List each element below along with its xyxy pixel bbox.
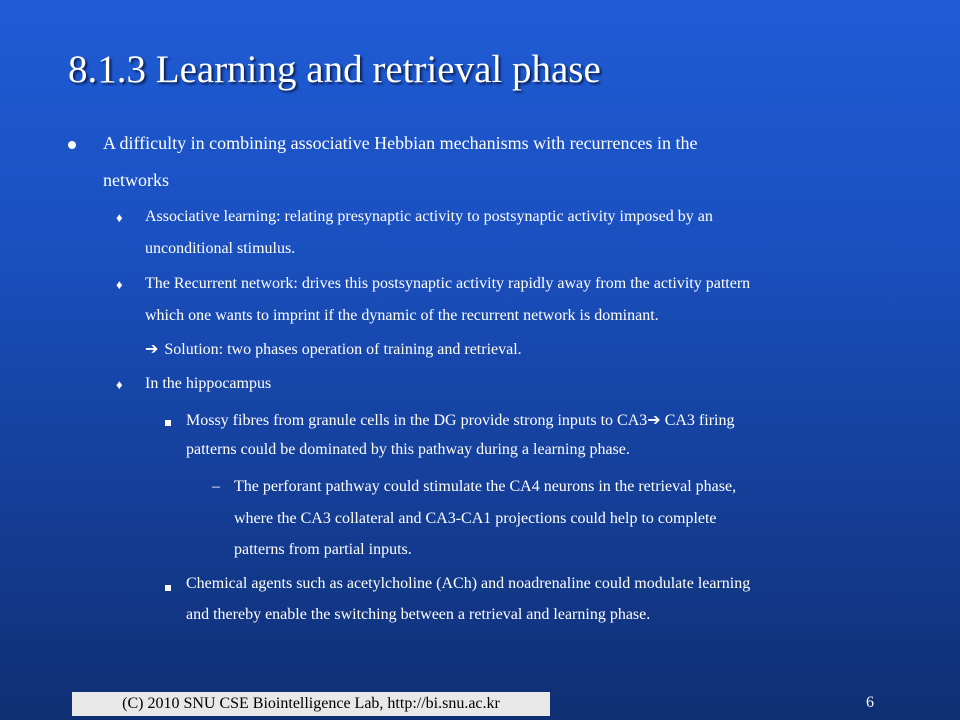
mossy-fibres-text: Mossy fibres from granule cells in the DG provide strong inputs to CA3 <box>186 412 648 429</box>
page-number: 6 <box>866 694 874 711</box>
square-bullet-icon <box>165 420 171 426</box>
sub-bullet-3-line-1: In the hippocampus <box>145 375 272 392</box>
sub-bullet-1-line-2: unconditional stimulus. <box>145 240 296 257</box>
diamond-bullet-icon: ♦ <box>116 277 123 292</box>
main-bullet-line-1: A difficulty in combining associative Hebbian mechanisms with recurrences in the <box>103 133 698 153</box>
slide-title: 8.1.3 Learning and retrieval phase <box>68 48 601 91</box>
round-bullet-icon <box>68 141 76 149</box>
ca3-firing-text: CA3 firing <box>660 412 735 429</box>
dash-item-line-3: patterns from partial inputs. <box>234 541 412 558</box>
square-bullet-icon <box>165 585 171 591</box>
dash-item-line-1: The perforant pathway could stimulate the CA4 neurons in the retrieval phase, <box>234 478 737 495</box>
sub-bullet-2-line-3 <box>145 339 522 359</box>
sub-bullet-2-line-2: which one wants to imprint if the dynamic of the recurrent network is dominant. <box>145 307 659 324</box>
diamond-bullet-icon: ♦ <box>116 210 123 225</box>
hippocampus-item-1-line-1 <box>186 410 734 430</box>
hippocampus-item-1-line-2: patterns could be dominated by this pathway during a learning phase. <box>186 441 630 458</box>
footer-credit: (C) 2010 SNU CSE Biointelligence Lab, http://bi.snu.ac.kr <box>72 692 550 716</box>
right-arrow-icon: ➔ <box>647 412 661 429</box>
sub-bullet-1-line-1: Associative learning: relating presynaptic activity to postsynaptic activity imposed by an <box>145 208 713 225</box>
diamond-bullet-icon: ♦ <box>116 377 123 392</box>
main-bullet-line-2: networks <box>103 170 169 190</box>
right-arrow-icon: ➔ <box>145 341 159 358</box>
dash-item-line-2: where the CA3 collateral and CA3-CA1 projections could help to complete <box>234 510 717 527</box>
dash-bullet-icon: – <box>212 478 220 495</box>
solution-text: Solution: two phases operation of training and retrieval. <box>164 341 522 358</box>
hippocampus-item-2-line-2: and thereby enable the switching between a retrieval and learning phase. <box>186 606 651 623</box>
hippocampus-item-2-line-1: Chemical agents such as acetylcholine (ACh) and noadrenaline could modulate learning <box>186 575 751 592</box>
sub-bullet-2-line-1: The Recurrent network: drives this postsynaptic activity rapidly away from the activity pattern <box>145 275 751 292</box>
